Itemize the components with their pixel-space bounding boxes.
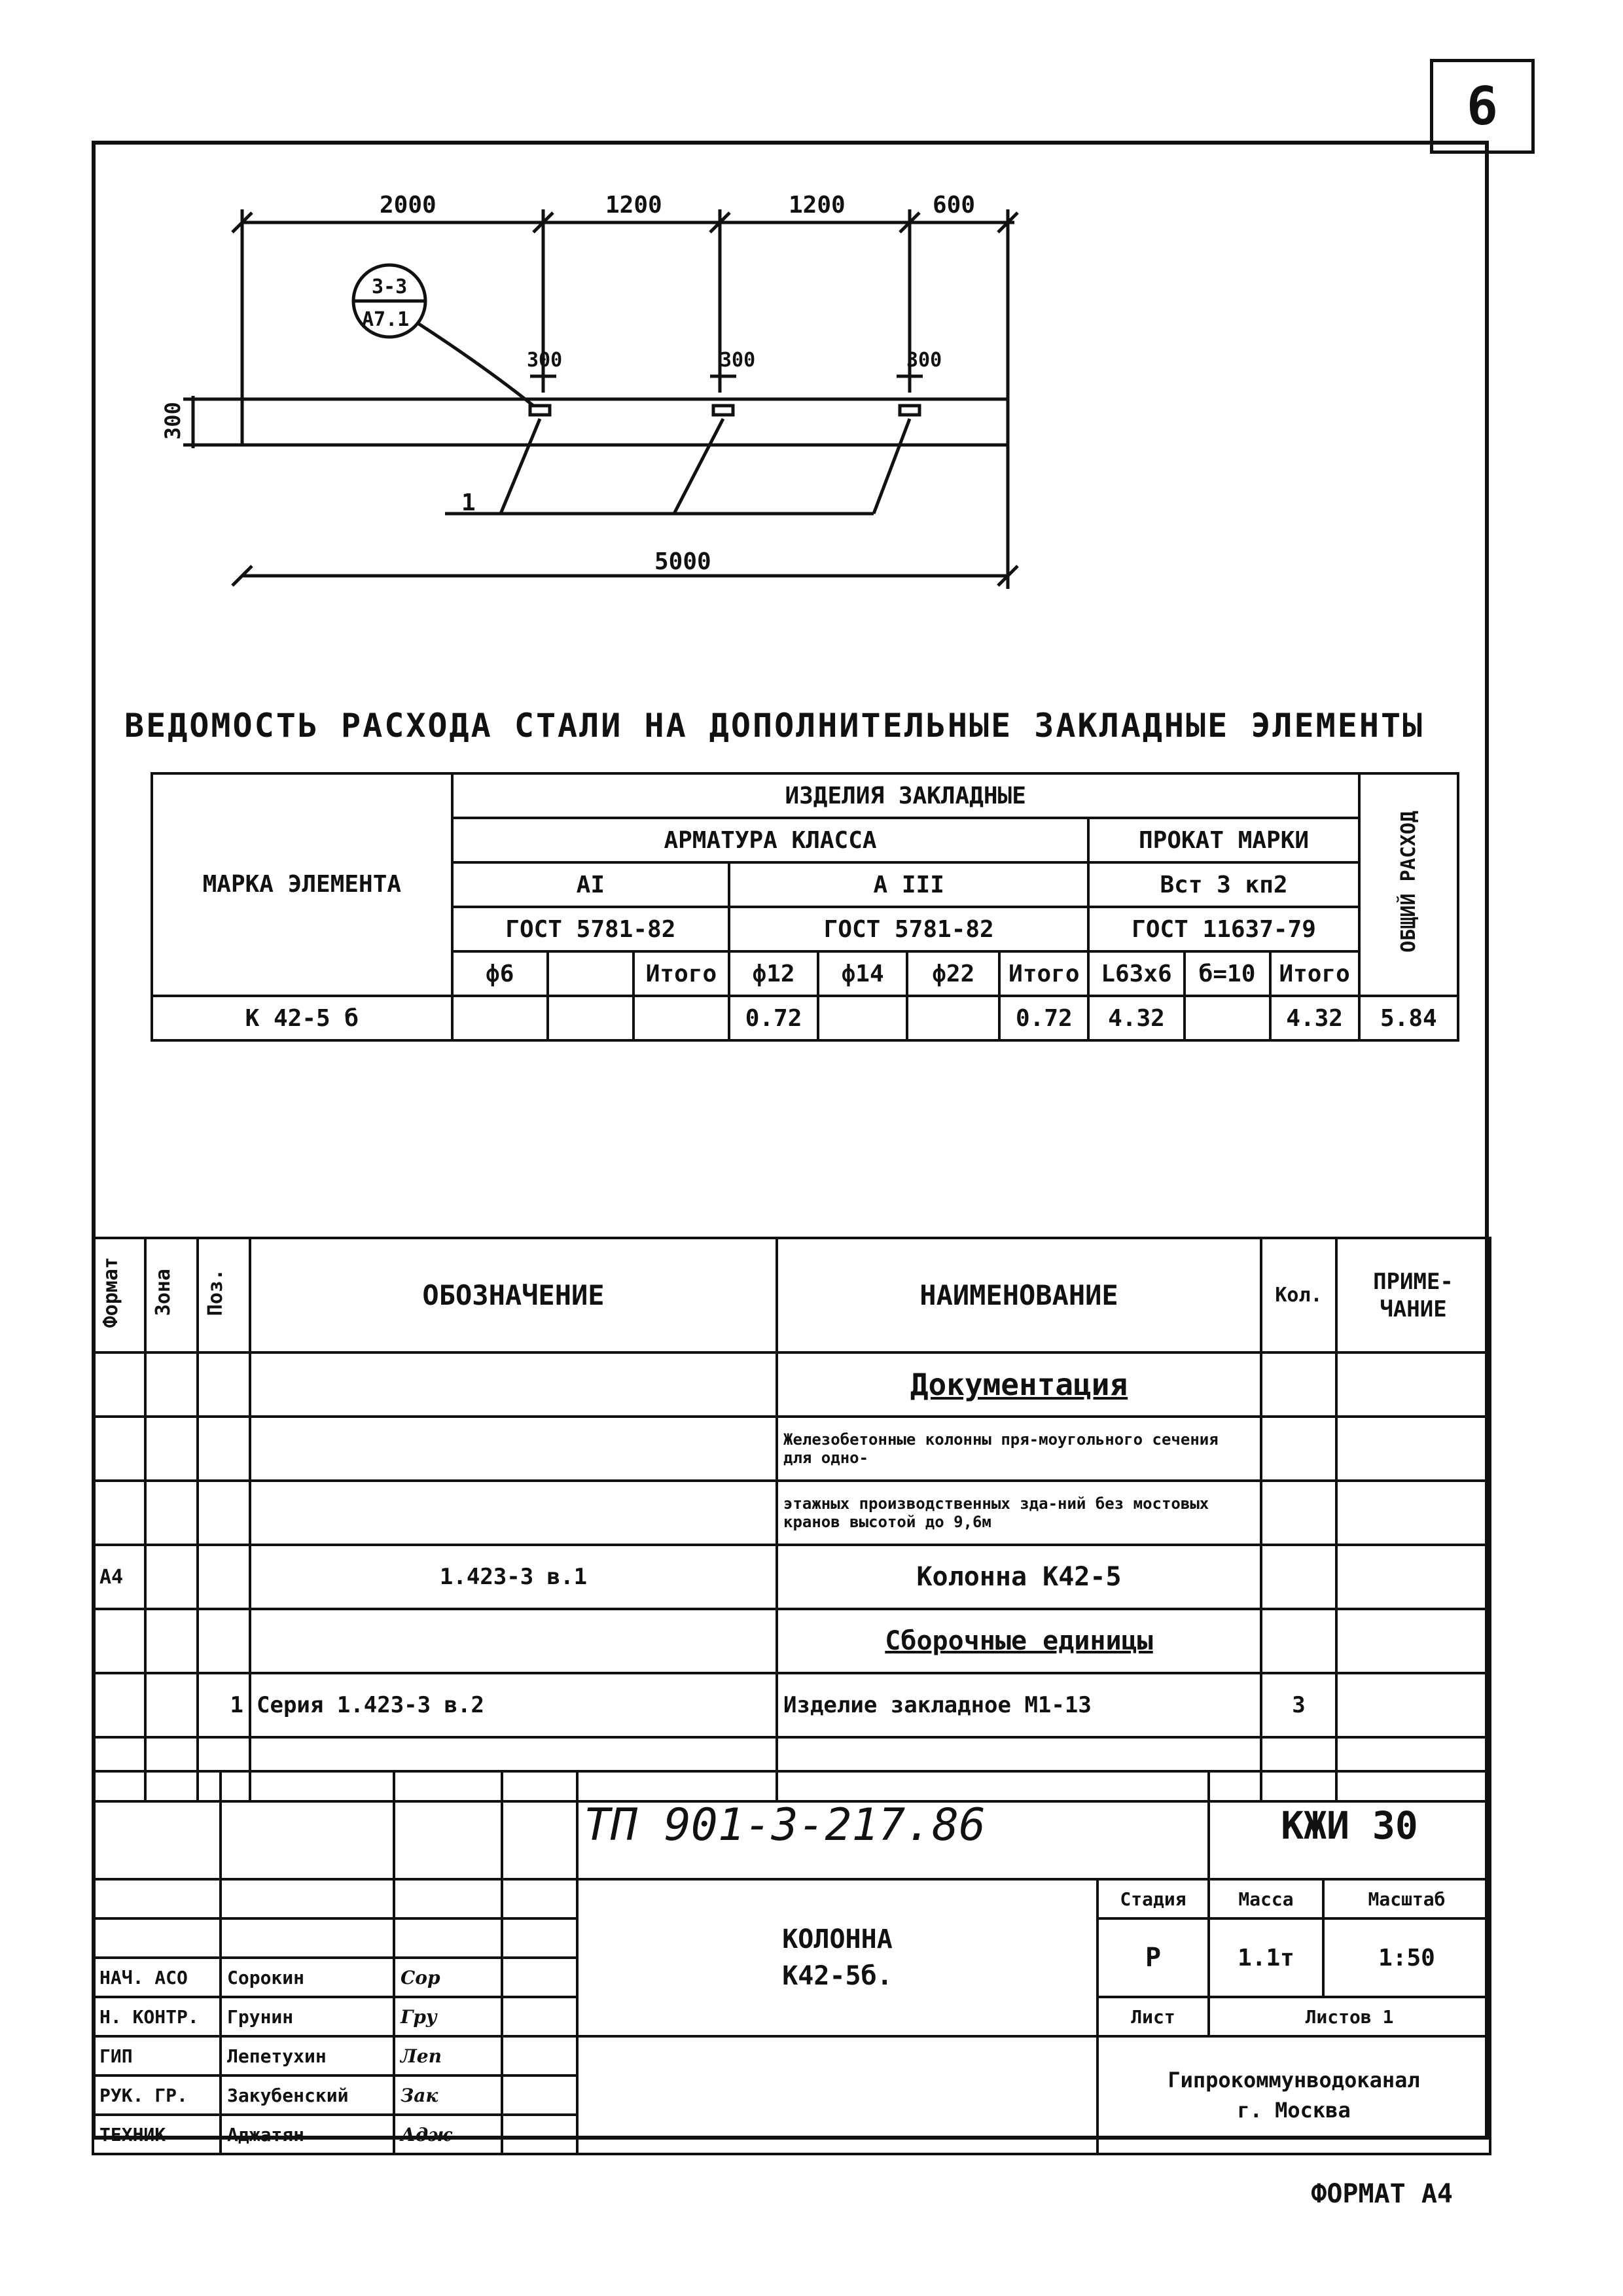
col-header: Итого (1270, 951, 1359, 996)
person-name: Грунин (221, 1997, 394, 2036)
project-code: ТП 901-3-217.86 (577, 1771, 1209, 1879)
products-header: ИЗДЕЛИЯ ЗАКЛАДНЫЕ (452, 773, 1359, 818)
col-header: ф22 (907, 951, 999, 996)
row-value: 4.32 (1088, 996, 1184, 1040)
row-value (452, 996, 548, 1040)
dim-height: 300 (160, 402, 185, 440)
class-a3: А III (729, 862, 1088, 907)
mass-label: Масса (1209, 1879, 1323, 1918)
stage-value: Р (1097, 1918, 1209, 1997)
role: ГИП (93, 2036, 221, 2075)
doc-name: Колонна К42-5 (777, 1545, 1261, 1609)
col-header: ф12 (729, 951, 818, 996)
rebar-class-header: АРМАТУРА КЛАССА (452, 818, 1089, 862)
rolled-grade: Вст 3 кп2 (1088, 862, 1359, 907)
row-value (907, 996, 999, 1040)
sheet-label: Лист (1097, 1997, 1209, 2036)
gost-a1: ГОСТ 5781-82 (452, 907, 729, 951)
scale-value: 1:50 (1323, 1918, 1490, 1997)
signature: Адж (394, 2115, 502, 2154)
steel-table (151, 772, 1459, 1042)
row-value: 4.32 (1270, 996, 1359, 1040)
person-name: Лепетухин (221, 2036, 394, 2075)
document-code: КЖИ 30 (1209, 1771, 1490, 1879)
person-name: Аджатян (221, 2115, 394, 2154)
col-header: Итого (999, 951, 1088, 996)
spec-header-designation: ОБОЗНАЧЕНИЕ (250, 1238, 777, 1352)
item-name: Изделие закладное М1-13 (777, 1673, 1261, 1737)
docs-line-1: Железобетонные колонны пря-моугольного сечения для одно- (777, 1417, 1261, 1481)
spec-header-format: Формат (93, 1238, 145, 1352)
dim-top-3: 1200 (789, 192, 846, 219)
column-drawing (0, 0, 1623, 654)
organization: Гипрокоммунводоканал г. Москва (1097, 2036, 1490, 2154)
role: РУК. ГР. (93, 2075, 221, 2115)
scale-label: Масштаб (1323, 1879, 1490, 1918)
class-a1: АI (452, 862, 729, 907)
person-name: Закубенский (221, 2075, 394, 2115)
doc-designation: 1.423-3 в.1 (250, 1545, 777, 1609)
spec-header-pos: Поз. (198, 1238, 250, 1352)
item-qty: 3 (1261, 1673, 1336, 1737)
row-total: 5.84 (1359, 996, 1458, 1040)
gost-rolled: ГОСТ 11637-79 (1088, 907, 1359, 951)
spec-header-name: НАИМЕНОВАНИЕ (777, 1238, 1261, 1352)
col-header (548, 951, 633, 996)
signature: Сор (394, 1958, 502, 1997)
role: НАЧ. АСО (93, 1958, 221, 1997)
signature: Леп (394, 2036, 502, 2075)
section-assembly-units: Сборочные единицы (777, 1609, 1261, 1673)
col-header: б=10 (1185, 951, 1270, 996)
col-header: ф6 (452, 951, 548, 996)
gost-a3: ГОСТ 5781-82 (729, 907, 1088, 951)
row-value: 0.72 (729, 996, 818, 1040)
dim-total: 5000 (654, 548, 711, 575)
role: Н. КОНТР. (93, 1997, 221, 2036)
item-designation: Серия 1.423-3 в.2 (250, 1673, 777, 1737)
spec-header-note: ПРИМЕ-ЧАНИЕ (1336, 1238, 1490, 1352)
rolled-header: ПРОКАТ МАРКИ (1088, 818, 1359, 862)
item-pos: 1 (198, 1673, 250, 1737)
col-header: Итого (633, 951, 729, 996)
docs-line-2: этажных производственных зда-ний без мостовых кранов высотой до 9,6м (777, 1481, 1261, 1545)
object-name: КОЛОННА К42-5б. (577, 1879, 1097, 2036)
total-header: ОБЩИЙ РАСХОД (1359, 773, 1458, 996)
mass-value: 1.1т (1209, 1918, 1323, 1997)
person-name: Сорокин (221, 1958, 394, 1997)
callout-bottom: А7.1 (362, 308, 410, 331)
row-value: 0.72 (999, 996, 1088, 1040)
row-mark: К 42-5 б (152, 996, 452, 1040)
specification-table (92, 1237, 1491, 1803)
dim-small-1: 300 (527, 349, 563, 372)
dim-top-1: 2000 (380, 192, 437, 219)
doc-format: А4 (93, 1545, 145, 1609)
row-value (1185, 996, 1270, 1040)
sheets-label: Листов 1 (1209, 1997, 1490, 2036)
spec-header-qty: Кол. (1261, 1238, 1336, 1352)
stage-label: Стадия (1097, 1879, 1209, 1918)
dim-small-3: 300 (906, 349, 942, 372)
col-header: L63x6 (1088, 951, 1184, 996)
sheet-number: 6 (1430, 59, 1535, 154)
mark-header: МАРКА ЭЛЕМЕНТА (152, 773, 452, 996)
row-value (548, 996, 633, 1040)
title-block (92, 1770, 1491, 2155)
col-header: ф14 (818, 951, 907, 996)
signature: Гру (394, 1997, 502, 2036)
role: ТЕХНИК (93, 2115, 221, 2154)
signature: Зак (394, 2075, 502, 2115)
row-value (633, 996, 729, 1040)
steel-table-title: ВЕДОМОСТЬ РАСХОДА СТАЛИ НА ДОПОЛНИТЕЛЬНЫЕ ЗАКЛАДНЫЕ ЭЛЕМЕНТЫ (124, 707, 1425, 745)
section-documentation: Документация (777, 1352, 1261, 1417)
row-value (818, 996, 907, 1040)
callout-top: 3-3 (372, 275, 408, 298)
dim-top-2: 1200 (605, 192, 662, 219)
dim-top-4: 600 (933, 192, 976, 219)
format-note: ФОРМАТ А4 (1311, 2179, 1453, 2209)
spec-header-zone: Зона (145, 1238, 198, 1352)
dim-small-2: 300 (720, 349, 756, 372)
position-label: 1 (461, 489, 476, 516)
